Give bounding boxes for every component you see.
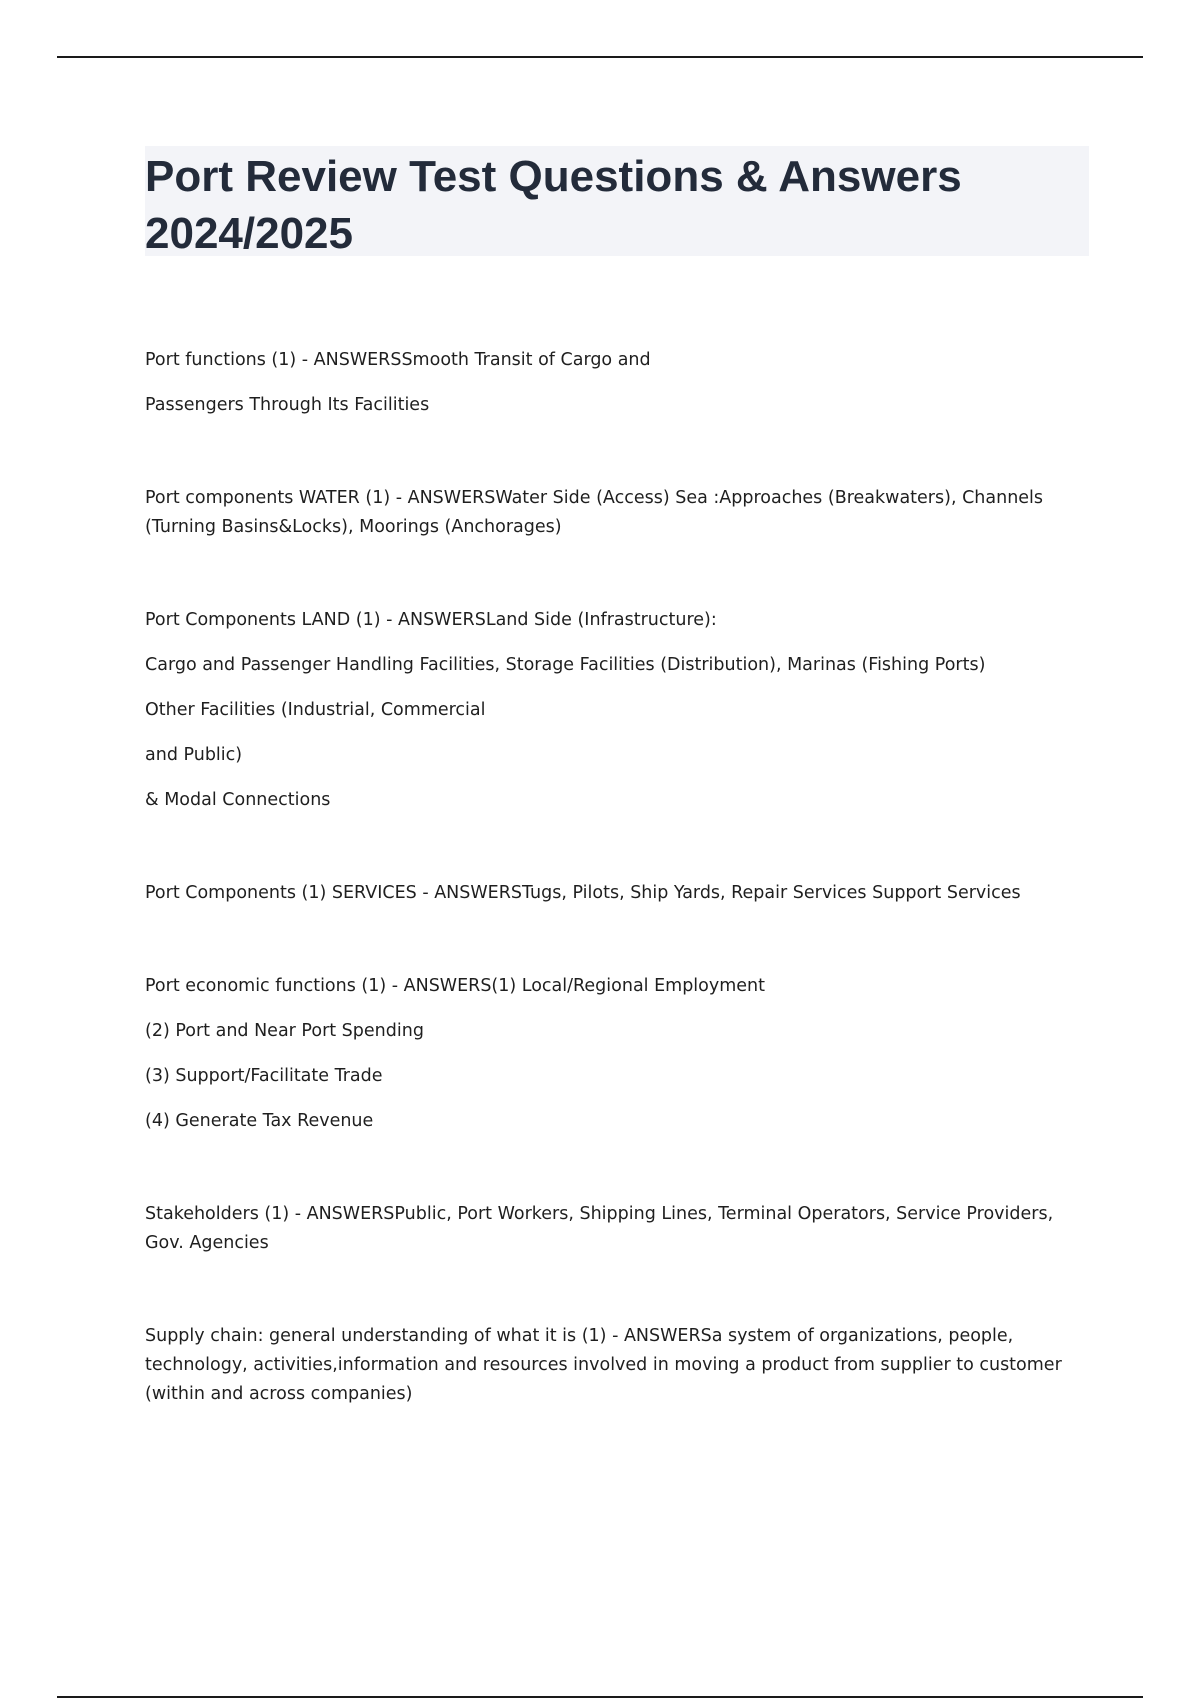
qa-line: Port Components LAND (1) - ANSWERSLand Side (Infrastructure): (145, 610, 717, 630)
qa-item-port-components-water (145, 484, 1085, 542)
qa-item-stakeholders (145, 1200, 1085, 1258)
qa-text: Port Components (1) SERVICES - ANSWERSTugs, Pilots, Ship Yards, Repair Services Support Services (145, 883, 1021, 903)
qa-line: (4) Generate Tax Revenue (145, 1111, 374, 1131)
qa-line: & Modal Connections (145, 790, 331, 810)
qa-item-port-economic-functions (145, 972, 1085, 1136)
qa-list (145, 346, 1085, 1409)
top-rule (57, 56, 1143, 58)
qa-line: Port economic functions (1) - ANSWERS(1) Local/Regional Employment (145, 976, 766, 996)
title-banner (145, 146, 1089, 256)
qa-line: Port functions (1) - ANSWERSSmooth Transit of Cargo and (145, 350, 651, 370)
qa-item-supply-chain (145, 1322, 1085, 1409)
qa-line: and Public) (145, 745, 243, 765)
bottom-rule (57, 1696, 1143, 1698)
document-title: Port Review Test Questions & Answers 2024/2025 (145, 152, 962, 258)
qa-item-port-components-services (145, 879, 1085, 908)
qa-item-port-components-land (145, 606, 1085, 815)
qa-text: Port components WATER (1) - ANSWERSWater Side (Access) Sea :Approaches (Breakwaters), Channels (Turning Basins&Locks), Moorings (Anchorages) (145, 488, 1044, 537)
qa-line: Other Facilities (Industrial, Commercial (145, 700, 486, 720)
qa-item-port-functions (145, 346, 1085, 420)
qa-text: Supply chain: general understanding of what it is (1) - ANSWERSa system of organizations, people, technology, activities,information and resources involved in moving a product from supplier to customer (within and across companies) (145, 1326, 1062, 1404)
qa-text: Stakeholders (1) - ANSWERSPublic, Port Workers, Shipping Lines, Terminal Operators, Service Providers, Gov. Agencies (145, 1204, 1054, 1253)
qa-line: Passengers Through Its Facilities (145, 395, 430, 415)
qa-line: Cargo and Passenger Handling Facilities, Storage Facilities (Distribution), Marinas (Fishing Ports) (145, 655, 986, 675)
qa-line: (3) Support/Facilitate Trade (145, 1066, 383, 1086)
qa-line: (2) Port and Near Port Spending (145, 1021, 424, 1041)
